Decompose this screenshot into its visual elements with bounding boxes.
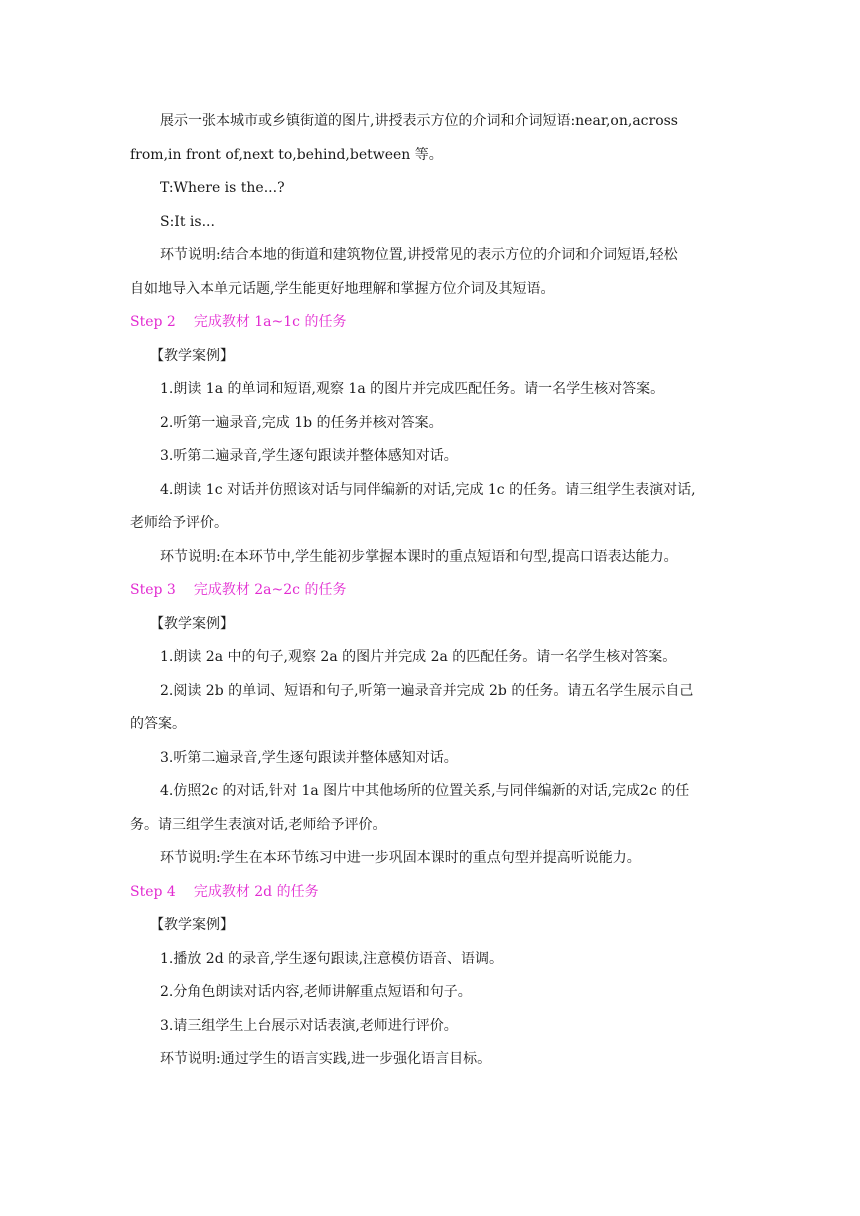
step3-item-1: 1.朗读 2a 中的句子,观察 2a 的图片并完成 2a 的匹配任务。请一名学生核对答案。: [160, 649, 677, 665]
intro-note-line-1: 环节说明:结合本地的街道和建筑物位置,讲授常见的表示方位的介词和介词短语,轻松: [160, 247, 678, 263]
step3-item-2-line-2: 的答案。: [130, 716, 186, 732]
step3-title: 完成教材 2a~2c 的任务: [193, 582, 347, 598]
step3-note: 环节说明:学生在本环节练习中进一步巩固本课时的重点句型并提高听说能力。: [160, 850, 641, 866]
teacher-line: T:Where is the...?: [160, 180, 285, 196]
step3-item-4-line-1: 4.仿照2c 的对话,针对 1a 图片中其他场所的位置关系,与同伴编新的对话,完成2c 的任: [160, 783, 690, 799]
step2-item-1: 1.朗读 1a 的单词和短语,观察 1a 的图片并完成匹配任务。请一名学生核对答案。: [160, 381, 665, 397]
student-line: S:It is...: [160, 213, 215, 230]
step4-label: Step 4: [130, 883, 176, 900]
step4-note: 环节说明:通过学生的语言实践,进一步强化语言目标。: [160, 1051, 492, 1067]
step2-case-label: 【教学案例】: [150, 347, 234, 364]
step3-item-4-line-2: 务。请三组学生表演对话,老师给予评价。: [130, 816, 387, 833]
step3-case-label: 【教学案例】: [150, 615, 234, 632]
step4-heading: [130, 876, 730, 910]
step2-item-4-line-1: 4.朗读 1c 对话并仿照该对话与同伴编新的对话,完成 1c 的任务。请三组学生表演对话,: [160, 481, 696, 498]
step3-item-2-line-1: 2.阅读 2b 的单词、短语和句子,听第一遍录音并完成 2b 的任务。请五名学生展示自己: [160, 682, 694, 699]
intro-paragraph-line-1: 展示一张本城市或乡镇街道的图片,讲授表示方位的介词和介词短语:near,on,across: [160, 113, 678, 129]
step2-title: 完成教材 1a~1c 的任务: [193, 314, 347, 330]
step4-item-1: 1.播放 2d 的录音,学生逐句跟读,注意模仿语音、语调。: [160, 950, 504, 967]
step4-item-3: 3.请三组学生上台展示对话表演,老师进行评价。: [160, 1017, 458, 1034]
step4-item-2: 2.分角色朗读对话内容,老师讲解重点短语和句子。: [160, 984, 472, 1000]
step2-label: Step 2: [130, 314, 176, 330]
step2-heading: [130, 306, 730, 340]
intro-note-line-2: 自如地导入本单元话题,学生能更好地理解和掌握方位介词及其短语。: [130, 280, 555, 297]
step3-heading: [130, 574, 730, 608]
step3-label: Step 3: [130, 582, 176, 598]
step4-case-label: 【教学案例】: [150, 917, 234, 933]
step2-note: 环节说明:在本环节中,学生能初步掌握本课时的重点短语和句型,提高口语表达能力。: [160, 548, 678, 565]
step4-title: 完成教材 2d 的任务: [193, 883, 319, 900]
step3-item-3: 3.听第二遍录音,学生逐句跟读并整体感知对话。: [160, 749, 458, 766]
step2-item-3: 3.听第二遍录音,学生逐句跟读并整体感知对话。: [160, 448, 458, 464]
step2-item-2: 2.听第一遍录音,完成 1b 的任务并核对答案。: [160, 414, 443, 431]
step2-item-4-line-2: 老师给予评价。: [130, 515, 228, 531]
intro-paragraph-line-2: from,in front of,next to,behind,between 等。: [130, 146, 443, 163]
document-page: [130, 105, 730, 1077]
